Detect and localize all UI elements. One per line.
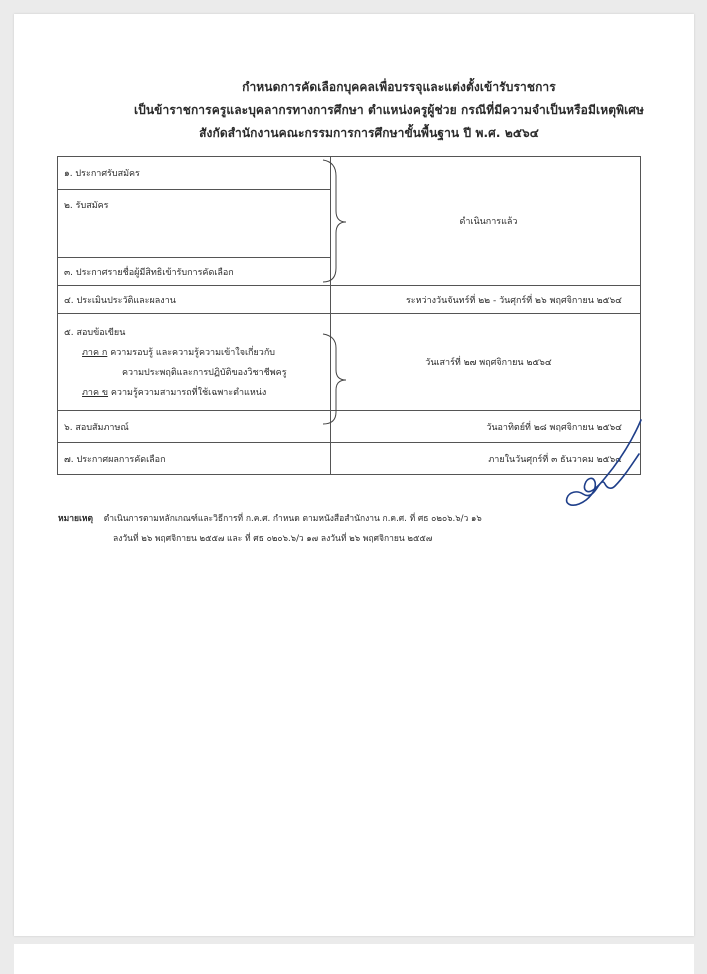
title-line-3: สังกัดสำนักงานคณะกรรมการการศึกษาขั้นพื้นฐาน ปี พ.ศ. ๒๕๖๔ <box>199 126 539 140</box>
footnote <box>58 509 658 549</box>
schedule-item-3: ๓. ประกาศรายชื่อผู้มีสิทธิเข้ารับการคัดเลือก <box>58 258 331 286</box>
schedule-item-4: ๔. ประเมินประวัติและผลงาน <box>58 286 331 314</box>
schedule-item-5-part-b <box>64 383 330 403</box>
schedule-item-4-date: ระหว่างวันจันทร์ที่ ๒๒ - วันศุกร์ที่ ๒๖ พฤศจิกายน ๒๕๖๔ <box>331 286 641 314</box>
footnote-line-2: ลงวันที่ ๒๖ พฤศจิกายน ๒๕๕๗ และ ที่ ศธ ๐๒๐๖.๖/ว ๑๗ ลงวันที่ ๒๖ พฤศจิกายน ๒๕๕๗ <box>113 534 433 544</box>
table-row <box>58 443 641 475</box>
signature <box>559 416 659 516</box>
part-b-label: ภาค ข <box>82 388 109 398</box>
title-line-2: เป็นข้าราชการครูและบุคลากรทางการศึกษา ตำแหน่งครูผู้ช่วย กรณีที่มีความจำเป็นหรือมีเหตุพิเศษ <box>133 103 645 117</box>
footnote-text-1: ดำเนินการตามหลักเกณฑ์และวิธีการที่ ก.ค.ศ. กำหนด ตามหนังสือสำนักงาน ก.ค.ศ. ที่ ศธ ๐๒๐๖.๖/ว ๑๖ <box>103 514 482 524</box>
title-line-1: กำหนดการคัดเลือกบุคคลเพื่อบรรจุและแต่งตั้งเข้ารับราชการ <box>242 80 556 94</box>
document-title <box>14 76 694 145</box>
part-a-text-cont: ความประพฤติและการปฏิบัติของวิชาชีพครู <box>122 368 287 378</box>
table-row <box>58 286 641 314</box>
schedule-item-5-part-a <box>64 343 330 363</box>
footnote-label: หมายเหตุ <box>58 514 93 524</box>
schedule-item-5-date: วันเสาร์ที่ ๒๗ พฤศจิกายน ๒๕๖๔ <box>331 314 641 411</box>
brace-group-1 <box>320 156 350 286</box>
schedule-item-7: ๗. ประกาศผลการคัดเลือก <box>58 443 331 475</box>
schedule-item-1: ๑. ประกาศรับสมัคร <box>58 157 331 190</box>
next-page-edge <box>14 944 694 974</box>
part-a-text: ความรอบรู้ และความรู้ความเข้าใจเกี่ยวกับ <box>110 348 275 358</box>
brace-group-2 <box>320 330 350 430</box>
schedule-status-cell <box>331 157 641 286</box>
schedule-status-done: ดำเนินการแล้ว <box>459 217 518 227</box>
schedule-item-5 <box>58 314 331 411</box>
part-a-label: ภาค ก <box>82 348 108 358</box>
schedule-item-5-title: ๕. สอบข้อเขียน <box>64 328 126 338</box>
schedule-item-6-date: วันอาทิตย์ที่ ๒๘ พฤศจิกายน ๒๕๖๔ <box>331 411 641 443</box>
document-page <box>14 14 694 936</box>
part-b-text: ความรู้ความสามารถที่ใช้เฉพาะตำแหน่ง <box>110 388 267 398</box>
schedule-item-6: ๖. สอบสัมภาษณ์ <box>58 411 331 443</box>
schedule-item-2: ๒. รับสมัคร <box>58 190 331 258</box>
schedule-item-7-date: ภายในวันศุกร์ที่ ๓ ธันวาคม ๒๕๖๔ <box>331 443 641 475</box>
footnote-line-1 <box>58 509 658 529</box>
